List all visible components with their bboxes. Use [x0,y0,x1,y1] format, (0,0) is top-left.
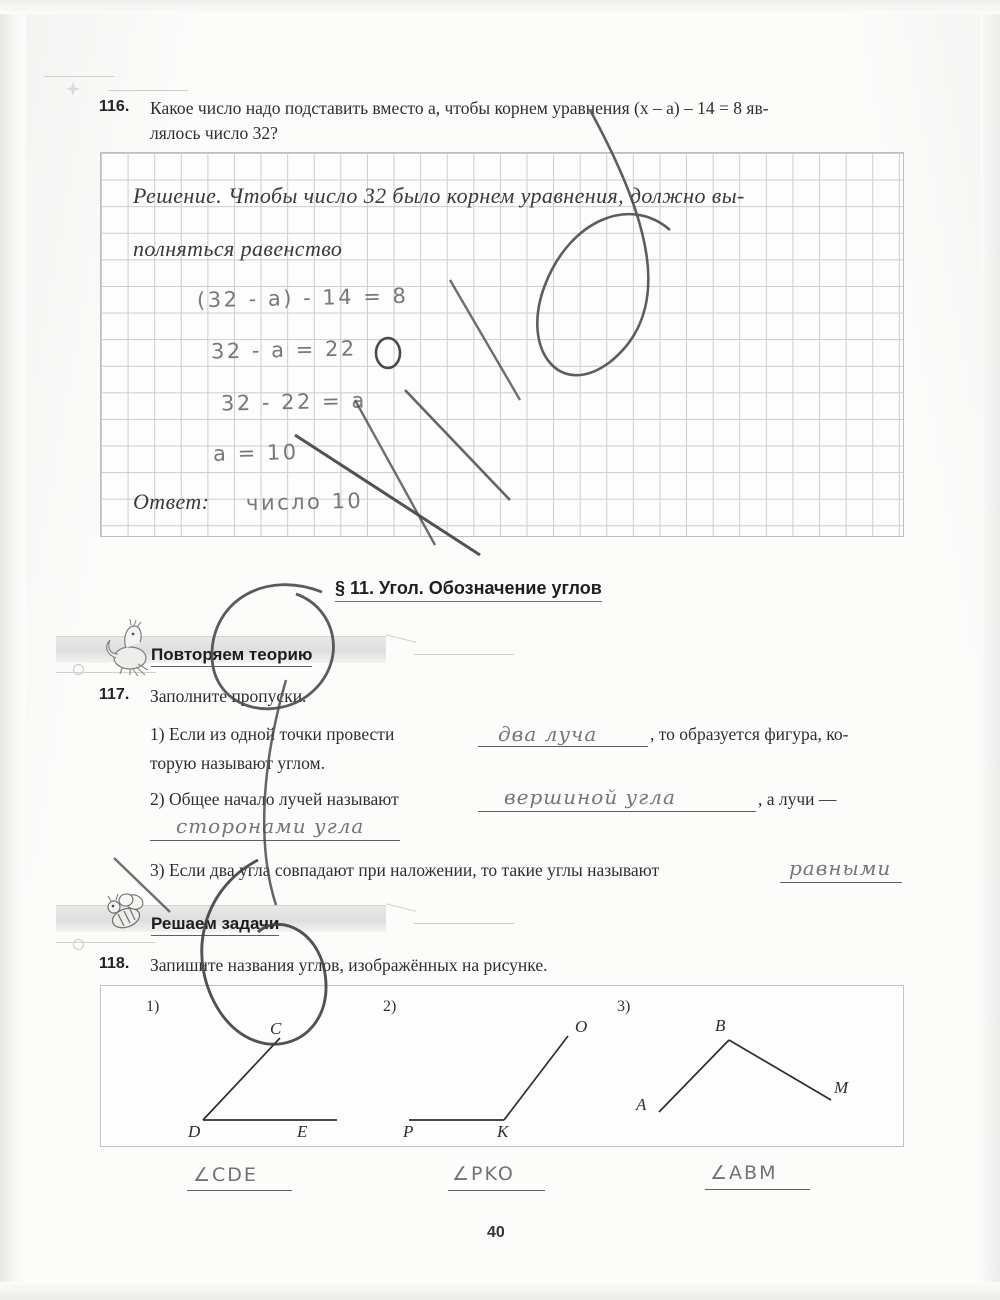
section-heading: § 11. Угол. Обозначение углов [335,578,602,602]
printed-solution-line1: Решение. Чтобы число 32 было корнем уравнения, должно вы- [133,183,745,208]
figures-box [100,985,904,1147]
figure-3-point-B: B [715,1016,726,1035]
task-117-blank-2b[interactable] [150,840,400,841]
margin-rule-top [44,76,114,77]
figure-3-point-M: M [834,1078,849,1097]
printed-answer-label: Ответ: [133,489,210,514]
handwritten-equation-2: 32 - a = 22 [210,336,357,364]
task-118-answer-blank-1[interactable] [187,1190,292,1191]
diamond-ornament-icon [66,82,80,96]
figure-1-angle-CDE [141,1008,371,1128]
task-117-answer-3: равными [789,856,892,880]
task-117 [99,686,129,704]
task-116-text-line1: Какое число надо подставить вместо a, чтобы корнем уравнения (x – a) – 14 = 8 яв- [150,98,769,118]
figure-3-point-A: A [636,1095,647,1114]
page-right-edge-shadow [980,0,1000,1300]
figure-3-index: 3) [617,998,631,1015]
page-top-edge-shadow [0,0,1000,14]
tasks-banner-underline [56,942,156,943]
task-117-item-1-tail: , то образуется фигура, ко- [650,724,849,744]
printed-solution-line2: полняться равенство [133,236,343,261]
task-117-blank-1[interactable] [478,746,648,747]
page-left-edge-shadow [0,0,26,1300]
figure-2-angle-PKO [381,1008,631,1128]
task-117-blank-3[interactable] [780,882,902,883]
theory-banner-label: Повторяем теорию [151,645,312,667]
task-117-item-3-lead: 3) Если два угла совпадают при наложении, то такие углы называют [150,860,660,880]
figure-2-point-O: O [575,1017,588,1036]
figure-2-point-K: K [497,1122,509,1141]
tasks-banner-label: Решаем задачи [151,914,279,936]
margin-rule-top-2 [108,90,188,91]
solution-grid-content [101,153,903,536]
tasks-banner-tail-b [414,923,514,924]
task-117-item-1-cont: торую называют углом. [150,753,325,773]
task-116 [99,98,129,116]
task-117-prompt: Заполните пропуски. [150,686,307,706]
task-117-answer-2: вершиной угла [504,785,676,809]
page-bottom-edge-shadow [0,1282,1000,1300]
figure-2-point-P: P [403,1122,414,1141]
task-117-item-2-lead: 2) Общее начало лучей называют [150,789,399,809]
task-118-answer-2: ∠PKO [452,1163,515,1185]
task-117-blank-2[interactable] [478,811,756,812]
theory-banner-tail-a [386,634,416,642]
task-117-item-2-tail: , а лучи — [758,789,837,809]
punch-hole-icon [73,939,84,950]
pencil-circle-mark [369,333,409,373]
task-116-number: 116. [99,98,130,115]
figure-1-point-C: C [270,1019,282,1038]
figure-1-index: 1) [146,998,160,1015]
punch-hole-icon [73,664,84,675]
figure-3-angle-ABM [631,1008,891,1128]
tasks-banner-tail-a [386,903,416,911]
solution-grid-box [100,152,904,537]
task-118-answer-1: ∠CDE [193,1164,258,1186]
theory-banner-underline [56,672,156,673]
task-118-answer-3: ∠ABM [710,1162,778,1184]
task-118-prompt: Запишите названия углов, изображённых на рисунке. [150,955,548,975]
handwritten-equation-3: 32 - 22 = a [220,388,367,416]
handwritten-answer-116: число 10 [245,488,364,516]
task-117-item-1-lead: 1) Если из одной точки провести [150,724,395,744]
task-118-answer-blank-3[interactable] [705,1189,810,1190]
handwritten-equation-4: a = 10 [212,440,299,466]
task-116-text-line2: лялось число 32? [150,123,278,143]
task-118-number: 118. [99,955,130,972]
task-117-number: 117. [99,686,130,703]
figure-1-point-D: D [188,1122,201,1141]
figure-1-point-E: E [297,1122,308,1141]
theory-banner-tail-b [414,654,514,655]
figure-2-index: 2) [383,998,397,1015]
task-118-answer-blank-2[interactable] [448,1190,545,1191]
task-118 [99,955,129,973]
handwritten-equation-1: (32 - a) - 14 = 8 [196,283,409,313]
task-117-answer-1: два луча [498,722,598,746]
page-number: 40 [487,1224,505,1241]
task-117-answer-2b: сторонами угла [176,814,365,838]
